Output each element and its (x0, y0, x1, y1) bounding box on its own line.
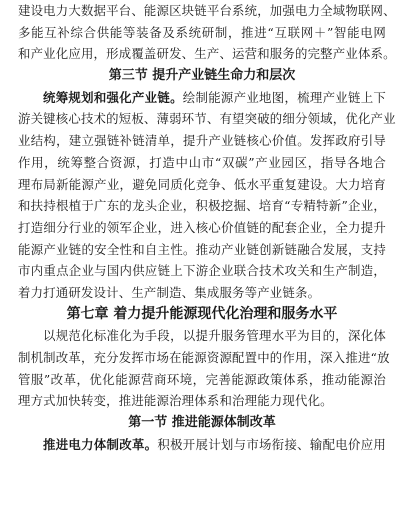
text-line: 建设电力大数据平台、能源区块链平台系统，加强电力全域物联网、 (18, 3, 396, 18)
paragraph-governance-intro (18, 325, 390, 412)
text-line: 多能互补综合供能等装备及系统研制，推进“互联网＋”智能电网 (18, 24, 386, 40)
text-line: 以规范化标准化为手段，以提升服务管理水平为目的，深化体 (43, 328, 386, 344)
text-line: 业结构，建立强链补链清单，提升产业链核心价值。发挥政府引导 (18, 133, 386, 149)
section-heading: 第一节 推进能源体制改革 (128, 415, 276, 431)
text-line: 理方式加快转变，推进能源治理体系和治理能力现代化。 (18, 393, 333, 409)
text-line: 游关键核心技术的短板、薄弱环节、有望突破的细分领域，优化产业 (18, 111, 396, 127)
text-line: 制机制改革，充分发挥市场在能源资源配置中的作用，深入推进“放 (18, 350, 390, 365)
section-heading: 第三节 提升产业链生命力和层次 (108, 68, 296, 84)
paragraph-power-reform (18, 434, 386, 456)
text-line: 管服”改革，优化能源营商环境，完善能源政策体系，推动能源治 (18, 371, 386, 387)
text-line: 和产业化应用，形成覆盖研发、生产、运营和服务的完整产业体系。 (18, 46, 396, 62)
text-run: 积极开展计划与市场衔接、输配电价应用 (157, 436, 386, 452)
paragraph-industry-chain (18, 87, 396, 304)
text-run: 绘制能源产业地图，梳理产业链上下 (182, 89, 387, 105)
paragraph-lead: 统筹规划和强化产业链。 (43, 89, 183, 105)
text-line: 理布局新能源产业，避免同质化竞争、低水平重复建设。大力培育 (18, 176, 386, 192)
text-line: 作用，统筹整合资源，打造中山市“双碳”产业园区，指导各地合 (18, 154, 386, 170)
text-line (18, 434, 386, 456)
paragraph-lead: 推进电力体制改革。 (43, 436, 158, 452)
text-line: 着力打通研发设计、生产制造、集成服务等产业链条。 (18, 284, 321, 300)
document-page (18, 0, 396, 455)
text-line: 能源产业链的安全性和自主性。推动产业链创新链融合发展，支持 (18, 241, 386, 257)
text-line: 和扶持根植于广东的龙头企业，积极挖掘、培育“专精特新”企业， (18, 198, 386, 214)
text-line: 市内重点企业与国内供应链上下游企业联合技术攻关和生产制造， (18, 263, 386, 279)
text-line (18, 87, 386, 109)
paragraph-power-bigdata (18, 0, 396, 65)
text-line: 打造细分行业的领军企业，进入核心价值链的配套企业，全力提升 (18, 219, 386, 235)
chapter-heading: 第七章 着力提升能源现代化治理和服务水平 (66, 305, 338, 322)
